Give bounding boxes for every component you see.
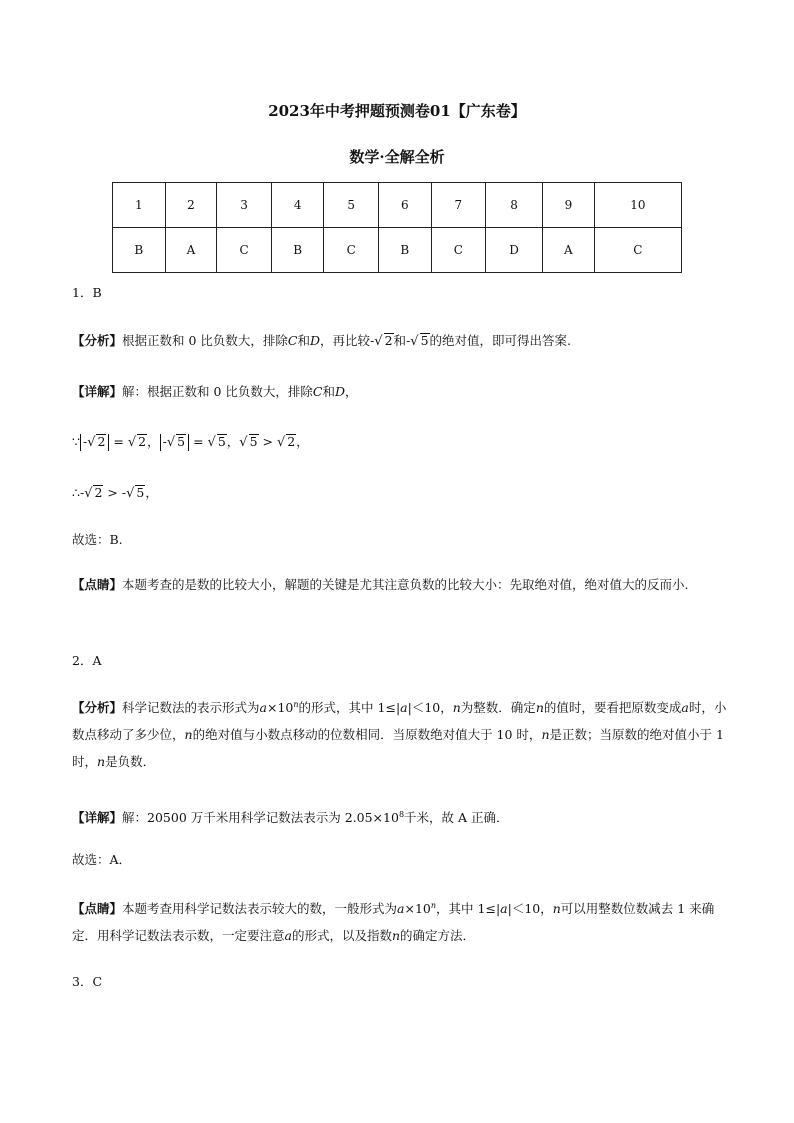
variable-n: n bbox=[541, 727, 550, 743]
comment-text: 可以用整数位数减去 1 来确定．用科学记数法表示数，一定要注意 bbox=[72, 901, 715, 944]
detail-text: 千米，故 A 正确． bbox=[404, 810, 509, 826]
analysis-text: ，再比较 bbox=[320, 333, 371, 348]
comment-text: 的确定方法． bbox=[400, 928, 476, 944]
variable-a: a bbox=[400, 700, 408, 716]
radicand: 2 bbox=[138, 434, 147, 449]
variable-a: a bbox=[284, 928, 292, 944]
variable-a: a bbox=[397, 901, 405, 917]
option-c: C bbox=[312, 384, 323, 399]
radicand: 2 bbox=[94, 485, 103, 500]
question-number-cell: 10 bbox=[594, 183, 681, 228]
question-number-cell: 4 bbox=[271, 183, 324, 228]
answer-table-number-row bbox=[113, 183, 682, 228]
q2-comment: 【点睛】本题考查用科学记数法表示较大的数，一般形式为$a\times 10^n$，其中 1≤|a|＜10，n可以用整数位数减去 1 来确定．用科学记数法表示数，一定要注意a的形式，以及指数n的确定方法． bbox=[72, 901, 715, 944]
and-text: 和 bbox=[297, 333, 311, 348]
q1-analysis bbox=[72, 331, 732, 352]
question-number-cell: 8 bbox=[486, 183, 543, 228]
analysis-text: 的值时，要看把原数变成 bbox=[543, 700, 682, 716]
q2-heading: 2．A bbox=[72, 653, 102, 668]
q2-choice: 故选：A． bbox=[72, 852, 132, 867]
q3-heading: 3．C bbox=[72, 974, 103, 989]
analysis-tag: 【分析】 bbox=[72, 333, 123, 348]
answer-table bbox=[112, 182, 682, 273]
therefore-symbol: ∴ bbox=[72, 485, 80, 500]
comment-text: 本题考查的是数的比较大小，解题的关键是尤其注意负数的比较大小：先取绝对值，绝对值大的反而小. bbox=[122, 577, 689, 592]
q1-formula-therefore: ∴-√ 2 > -√ 5， bbox=[72, 485, 158, 501]
answer-cell: C bbox=[217, 228, 272, 273]
radical-sign: √ bbox=[374, 334, 383, 349]
option-c: C bbox=[287, 333, 298, 348]
variable-n: n bbox=[97, 754, 106, 770]
exponent-n: n bbox=[293, 700, 299, 709]
absolute-value: -√ 5 bbox=[160, 434, 189, 451]
question-number-cell: 2 bbox=[165, 183, 217, 228]
radical-sign: √ bbox=[239, 435, 248, 450]
answer-cell: A bbox=[543, 228, 595, 273]
question-number-cell: 6 bbox=[379, 183, 432, 228]
analysis-text: 的绝对值，即可得出答案. bbox=[429, 333, 572, 348]
answer-cell: B bbox=[379, 228, 432, 273]
variable-n: n bbox=[535, 700, 544, 716]
exponent: 8 bbox=[398, 810, 405, 819]
comment-text: ，其中 1≤ bbox=[436, 901, 496, 917]
analysis-text: 是负数． bbox=[105, 754, 156, 770]
absolute-value: -√ 2 bbox=[80, 434, 109, 451]
q2-detail bbox=[72, 805, 732, 828]
and-text: 和 bbox=[322, 384, 336, 399]
detail-tag: 【详解】 bbox=[72, 810, 123, 826]
comment-tag: 【点睛】 bbox=[72, 577, 123, 592]
radicand: 5 bbox=[420, 333, 429, 348]
radicand: 2 bbox=[97, 434, 106, 449]
question-number-cell: 7 bbox=[431, 183, 486, 228]
comment-text: ＜10， bbox=[511, 901, 553, 917]
radical-sign: √ bbox=[276, 435, 286, 450]
variable-a: a bbox=[500, 901, 508, 917]
variable-n: n bbox=[391, 928, 401, 944]
detail-text: ， bbox=[345, 384, 358, 399]
answer-cell: C bbox=[431, 228, 486, 273]
radical-sign: √ bbox=[207, 435, 216, 450]
answer-cell: C bbox=[324, 228, 379, 273]
variable-a: a bbox=[681, 700, 689, 716]
variable-n: n bbox=[452, 700, 461, 716]
answer-cell: B bbox=[113, 228, 166, 273]
page-title: 2023年中考押题预测卷01【广东卷】 bbox=[268, 102, 526, 120]
analysis-tag: 【分析】 bbox=[72, 700, 123, 716]
answer-cell: B bbox=[271, 228, 324, 273]
analysis-text: 的绝对值与小数点移动的位数相同．当原数绝对值大于 10 时， bbox=[192, 727, 542, 743]
answer-cell: D bbox=[486, 228, 543, 273]
exponent-n: n bbox=[430, 901, 437, 910]
q1-formula-because: ∵ -√ 2 = √ 2， -√ 5 = √ 5，√ 5 > √ 2， bbox=[72, 434, 309, 450]
q1-choice: 故选：B. bbox=[72, 532, 123, 547]
answer-table-answer-row bbox=[113, 228, 682, 273]
radical-sign: √ bbox=[127, 435, 137, 450]
analysis-text: 是正数；当原数的绝对值小于 1 时， bbox=[72, 727, 724, 770]
radicand: 2 bbox=[384, 333, 393, 348]
analysis-text: 的形式，其中 1≤ bbox=[298, 700, 396, 716]
minus-sign: - bbox=[406, 333, 411, 348]
detail-tag: 【详解】 bbox=[72, 384, 123, 399]
radicand: 5 bbox=[217, 434, 226, 449]
option-d: D bbox=[310, 333, 321, 348]
option-d: D bbox=[335, 384, 346, 399]
radicand: 5 bbox=[177, 434, 186, 449]
q1-detail bbox=[72, 382, 732, 402]
radicand: 5 bbox=[249, 434, 258, 449]
analysis-text: 科学记数法的表示形式为 bbox=[122, 700, 260, 716]
because-symbol: ∵ bbox=[72, 434, 80, 449]
variable-n: n bbox=[552, 901, 561, 917]
radical-sign: √ bbox=[410, 334, 419, 349]
analysis-text: 时，小数点移动了多少位， bbox=[72, 700, 727, 743]
detail-text: 解：根据正数和 0 比负数大，排除 bbox=[122, 384, 313, 399]
comment-text: 的形式，以及指数 bbox=[291, 928, 392, 944]
minus-sign: - bbox=[370, 333, 375, 348]
and-text: 和 bbox=[393, 333, 407, 348]
sci-notation-expression: a bbox=[259, 700, 267, 716]
comment-tag: 【点睛】 bbox=[72, 901, 123, 917]
q2-analysis: 【分析】科学记数法的表示形式为$a\times 10^n$的形式，其中 1≤|a|＜10，n为整数．确定n的值时，要看把原数变成a时，小数点移动了多少位，n的绝对值与小数点移动的位数相同．当原数绝对值大于 10 时，n是正数；当原数的绝对值小于 1 时，n是负数． bbox=[72, 700, 727, 770]
radicand: 5 bbox=[136, 485, 145, 500]
radicand: 2 bbox=[287, 434, 296, 449]
analysis-text: ＜10， bbox=[411, 700, 453, 716]
answer-cell: A bbox=[165, 228, 217, 273]
analysis-text: 为整数．确定 bbox=[460, 700, 536, 716]
radical-sign: √ bbox=[126, 486, 135, 501]
comment-text: 本题考查用科学记数法表示较大的数，一般形式为 bbox=[122, 901, 398, 917]
analysis-text: 根据正数和 0 比负数大，排除 bbox=[122, 333, 288, 348]
q1-heading: 1．B bbox=[72, 285, 102, 300]
page-subtitle: 数学·全解全析 bbox=[349, 148, 445, 166]
question-number-cell: 5 bbox=[324, 183, 379, 228]
answer-cell: C bbox=[594, 228, 681, 273]
variable-n: n bbox=[184, 727, 193, 743]
question-number-cell: 1 bbox=[113, 183, 166, 228]
question-number-cell: 9 bbox=[543, 183, 595, 228]
q1-comment bbox=[72, 571, 732, 598]
question-number-cell: 3 bbox=[217, 183, 272, 228]
detail-text: 解：20500 万千米用科学记数法表示为 2.05×10 bbox=[122, 810, 399, 826]
radical-sign: √ bbox=[84, 486, 93, 501]
